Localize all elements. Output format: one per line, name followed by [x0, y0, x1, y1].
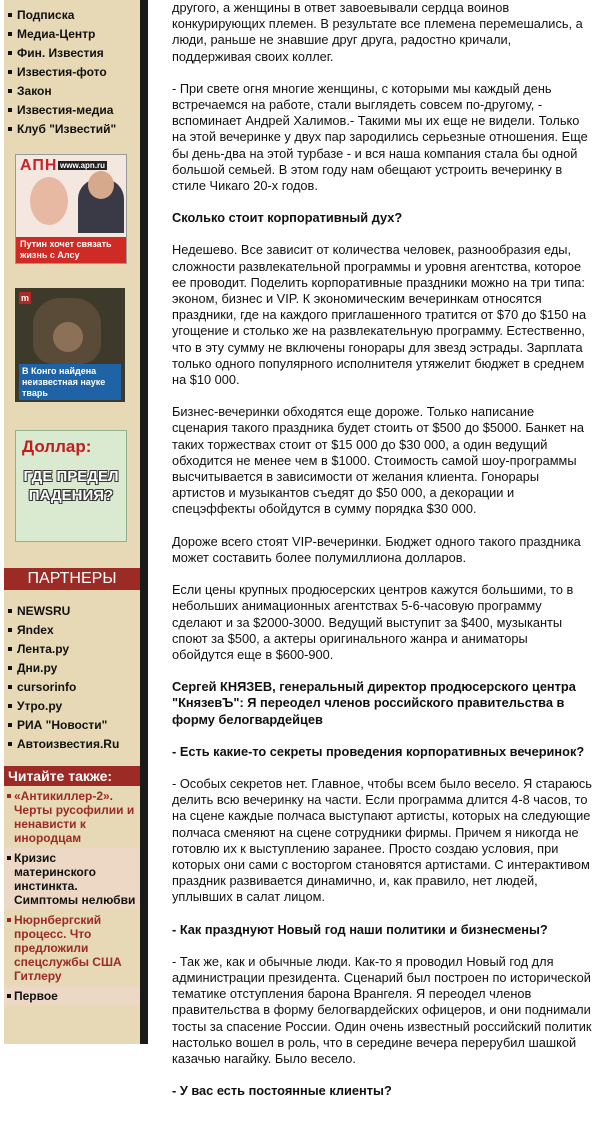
article-subheading: - Есть какие-то секреты проведения корпоративных вечеринок?	[172, 743, 585, 759]
bullet-icon	[8, 628, 12, 632]
partners-block	[4, 596, 119, 754]
article-paragraph: - При свете огня многие женщины, с которыми мы каждый день встречаемся на работе, стали выглядеть совсем по-другому, - вспоминает Андрей Халимов.- Такими мы их еще не видели. Только на этой вечеринке у двух пар зародились серьезные отношения. Еще бы день-два на этой турбазе - и вся наша компания стала бы одной большой семьей. В этом году нам обещают устроить вечеринку в стиле Чикаго 20-х годов.	[172, 80, 588, 194]
read-also-item[interactable]: «Антикиллер-2». Черты русофилии и ненависти к инородцам	[4, 786, 140, 848]
article-paragraph: другого, а женщины в ответ завоевывали сердца воинов конкурирующих племен. В результате все племена перемешались, а люди, раньше не знавшие друг друга, радостно кричали, поддерживая своих коллег.	[172, 0, 583, 64]
woman-photo	[30, 177, 68, 225]
apn-banner[interactable]	[15, 154, 127, 264]
nav-item-subscription[interactable]: Подписка	[8, 6, 140, 25]
apn-url: www.apn.ru	[60, 161, 106, 170]
bullet-icon	[8, 13, 12, 17]
article-subheading: Сколько стоит корпоративный дух?	[172, 210, 403, 226]
nav-item-law[interactable]: Закон	[8, 82, 140, 101]
column-divider	[140, 0, 148, 1044]
sidebar-nav	[4, 0, 140, 139]
m-badge-icon: m	[20, 293, 29, 303]
article-subheading: - У вас есть постоянные клиенты?	[172, 1083, 392, 1099]
article-paragraph: - Особых секретов нет. Главное, чтобы всем было весело. Я стараюсь делить всю вечеринку на части. Если программа длится 4-8 часов, то на сцене каждые полчаса выступают артисты, которых на следующие полчаса сменяют на сцене сотрудники фирмы. Причем я никогда не готовлю их к выступлению заранее. Просто создаю условия, при которых они сами с восторгом становятся артистами. С интерактивом праздник развивается динамично, и, как правило, нет людей, уплывших в салат лицом.	[172, 775, 592, 905]
partners-list	[4, 596, 119, 754]
dollar-banner[interactable]	[15, 430, 127, 542]
bullet-icon	[7, 994, 11, 998]
dollar-subtitle: ГДЕ ПРЕДЕЛ ПАДЕНИЯ?	[23, 468, 119, 504]
bullet-icon	[8, 51, 12, 55]
article-body	[172, 0, 592, 1115]
partner-link[interactable]: Яndex	[8, 621, 119, 640]
partners-heading: ПАРТНЕРЫ	[4, 568, 140, 590]
bullet-icon	[8, 127, 12, 131]
apn-caption: Путин хочет связать жизнь с Алсу	[16, 237, 126, 263]
bullet-icon	[8, 704, 12, 708]
bullet-icon	[7, 918, 11, 922]
ape-face	[53, 322, 83, 352]
article-paragraph: Если цены крупных продюсерских центров кажутся большими, то в небольших анимационных агентствах 5-6-часовую программу сделают и за $2000-3000. Ведущий выступит за $400, музыканты споют за $500, а актеры оригинального жанра и аниматоры обойдутся еще в $600-900.	[172, 582, 574, 662]
bullet-icon	[8, 108, 12, 112]
bullet-icon	[8, 70, 12, 74]
article-paragraph: Недешево. Все зависит от количества человек, разнообразия еды, сложности развлекательной программы и уровня агентства, которое ее проводит. Поделить корпоративные праздники можно на три типа: эконом, бизнес и VIP. К экономическим вечеринкам относятся праздники, где на каждого приглашенного тратится от $70 до $150 на угощение и столько же на развлекательную программу. Естественно, что в эту сумму не включены гонорары для звезд эстрады. Зарплата только одного популярного исполнителя утяжелит бюджет в среднем на $10 000.	[172, 242, 587, 388]
bullet-icon	[8, 32, 12, 36]
nav-item-fin-izvestia[interactable]: Фин. Известия	[8, 44, 140, 63]
bullet-icon	[8, 89, 12, 93]
man-head	[88, 171, 114, 199]
bullet-icon	[8, 742, 12, 746]
congo-banner[interactable]	[15, 288, 125, 402]
dollar-title: Доллар:	[22, 437, 92, 456]
partner-link[interactable]: Автоизвестия.Ru	[8, 735, 119, 754]
apn-logo: АПН	[20, 157, 58, 174]
bullet-icon	[7, 794, 11, 798]
article-paragraph: Дороже всего стоят VIP-вечеринки. Бюджет одного такого праздника может составить более полумиллиона долларов.	[172, 533, 581, 565]
bullet-icon	[8, 723, 12, 727]
bullet-icon	[8, 666, 12, 670]
partner-link[interactable]: РИА "Новости"	[8, 716, 119, 735]
article-paragraph: Бизнес-вечеринки обходятся еще дороже. Только написание сценария такого праздника будет стоить от $500 до $5000. Банкет на таких торжествах стоит от $15 000 до $30 000, а один ведущий обходится не менее чем в $1000. Стоимость самой шоу-программы высчитывается в зависимости от желания клиента. Гонорары артистов и музыкантов съедят до $50 000, а декорации и спецэффекты обойдутся в сумму порядка $30 000.	[172, 404, 585, 517]
read-also-heading: Читайте также:	[4, 766, 140, 786]
nav-item-izvestia-photo[interactable]: Известия-фото	[8, 63, 140, 82]
bullet-icon	[8, 647, 12, 651]
partner-link[interactable]: cursorinfo	[8, 678, 119, 697]
bullet-icon	[7, 856, 11, 860]
bullet-icon	[8, 685, 12, 689]
bullet-icon	[8, 609, 12, 613]
nav-item-media-center[interactable]: Медиа-Центр	[8, 25, 140, 44]
congo-caption: В Конго найдена неизвестная науке тварь	[19, 364, 121, 400]
article-paragraph: - Так же, как и обычные люди. Как-то я проводил Новый год для администрации президента. Сценарий был построен по исторической тематике отступления барона Врангеля. Я переодел членов правительства в форму белогвардейских офицеров, и они поднимали тосты за спасение России. Один очень известный российский политик настолько вошел в роль, что в середине вечера перерубил шашкой казачью нагайку. Было весело.	[172, 953, 592, 1066]
article-subheading: Сергей КНЯЗЕВ, генеральный директор продюсерского центра "КнязевЪ": Я переодел членов российского правительства в форму белогвардейцев	[172, 679, 576, 727]
read-also-item[interactable]: Первое	[4, 986, 140, 1006]
nav-item-club[interactable]: Клуб "Известий"	[8, 120, 140, 139]
read-also-list	[4, 786, 140, 1006]
read-also-item[interactable]: Кризис материнского инстинкта. Симптомы нелюбви	[4, 848, 140, 910]
read-also-item[interactable]: Нюрнбергский процесс. Что предложили спецслужбы США Гитлеру	[4, 910, 140, 986]
partner-link[interactable]: Утро.ру	[8, 697, 119, 716]
partner-link[interactable]: Лента.ру	[8, 640, 119, 659]
partner-link[interactable]: NEWSRU	[8, 602, 119, 621]
article-subheading: - Как празднуют Новый год наши политики и бизнесмены?	[172, 921, 548, 937]
partner-link[interactable]: Дни.ру	[8, 659, 119, 678]
nav-item-izvestia-media[interactable]: Известия-медиа	[8, 101, 140, 120]
